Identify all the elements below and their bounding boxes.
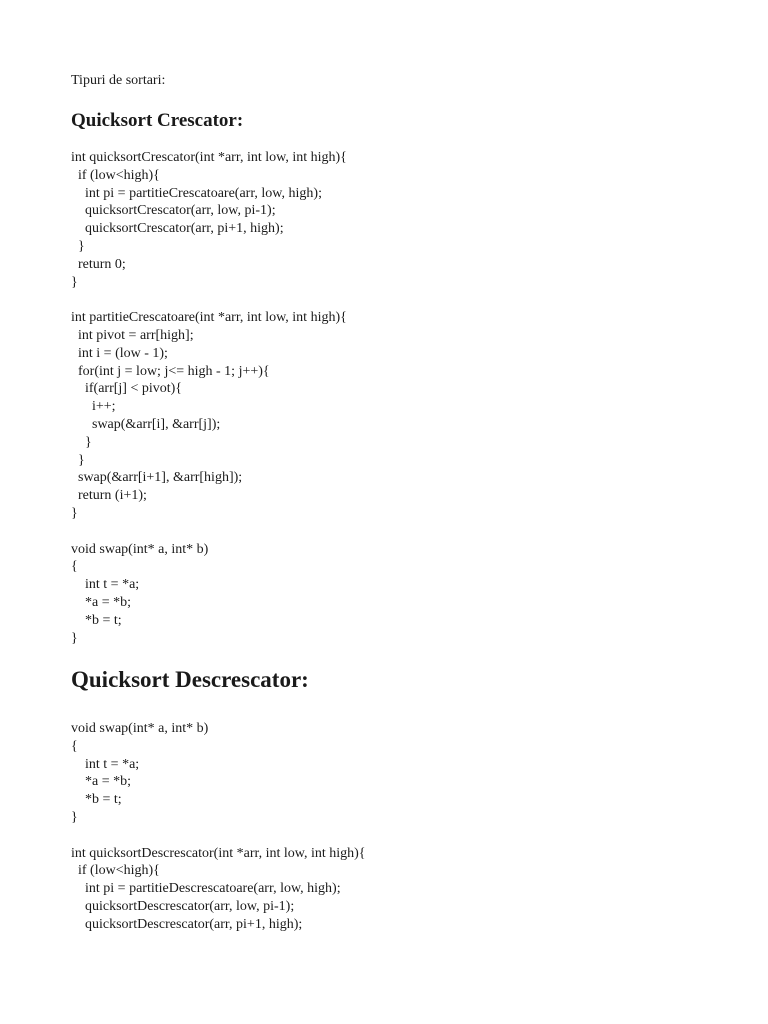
code-block-descrescator bbox=[71, 720, 366, 934]
code-line: quicksortDescrescator(arr, pi+1, high); bbox=[71, 916, 303, 932]
code-line: } bbox=[71, 238, 85, 254]
document-page bbox=[71, 0, 748, 1024]
code-line: } bbox=[71, 505, 78, 521]
heading-quicksort-descrescator: Quicksort Descrescator: bbox=[71, 667, 309, 692]
code-line: int quicksortDescrescator(int *arr, int low, int high){ bbox=[71, 845, 366, 861]
code-line: swap(&arr[i+1], &arr[high]); bbox=[71, 470, 243, 486]
code-line: { bbox=[71, 559, 78, 575]
intro-text: Tipuri de sortari: bbox=[71, 73, 166, 88]
code-line: *b = t; bbox=[71, 612, 122, 628]
code-line: quicksortCrescator(arr, low, pi-1); bbox=[71, 203, 276, 219]
code-line: int pi = partitieDescrescatoare(arr, low, high); bbox=[71, 881, 341, 897]
code-line: return (i+1); bbox=[71, 488, 147, 504]
code-line: } bbox=[71, 630, 78, 646]
code-line: *a = *b; bbox=[71, 774, 131, 790]
code-line: int partitieCrescatoare(int *arr, int low, int high){ bbox=[71, 310, 347, 326]
code-line: } bbox=[71, 274, 78, 290]
code-line bbox=[71, 291, 347, 309]
code-line: int quicksortCrescator(int *arr, int low, int high){ bbox=[71, 150, 347, 165]
code-line: return 0; bbox=[71, 256, 126, 272]
code-line: } bbox=[71, 434, 92, 450]
code-line: *b = t; bbox=[71, 792, 122, 808]
code-line: { bbox=[71, 738, 78, 754]
code-line: *a = *b; bbox=[71, 594, 131, 610]
code-line: void swap(int* a, int* b) bbox=[71, 541, 209, 557]
code-line: } bbox=[71, 452, 85, 468]
code-line: int t = *a; bbox=[71, 577, 140, 593]
code-line: if (low<high){ bbox=[71, 863, 160, 879]
code-line: } bbox=[71, 809, 78, 825]
code-line: i++; bbox=[71, 399, 116, 415]
code-line: int t = *a; bbox=[71, 756, 140, 772]
code-line bbox=[71, 523, 347, 541]
code-line: void swap(int* a, int* b) bbox=[71, 721, 209, 736]
code-line: if(arr[j] < pivot){ bbox=[71, 381, 183, 397]
code-line: for(int j = low; j<= high - 1; j++){ bbox=[71, 363, 270, 379]
code-line: int i = (low - 1); bbox=[71, 345, 168, 361]
code-block-crescator bbox=[71, 149, 347, 647]
code-line: if (low<high){ bbox=[71, 167, 160, 183]
code-line: swap(&arr[i], &arr[j]); bbox=[71, 416, 221, 432]
code-line: quicksortCrescator(arr, pi+1, high); bbox=[71, 221, 284, 237]
code-line: quicksortDescrescator(arr, low, pi-1); bbox=[71, 898, 295, 914]
code-line bbox=[71, 827, 366, 845]
heading-quicksort-crescator: Quicksort Crescator: bbox=[71, 110, 244, 131]
code-line: int pivot = arr[high]; bbox=[71, 327, 194, 343]
code-line: int pi = partitieCrescatoare(arr, low, high); bbox=[71, 185, 322, 201]
